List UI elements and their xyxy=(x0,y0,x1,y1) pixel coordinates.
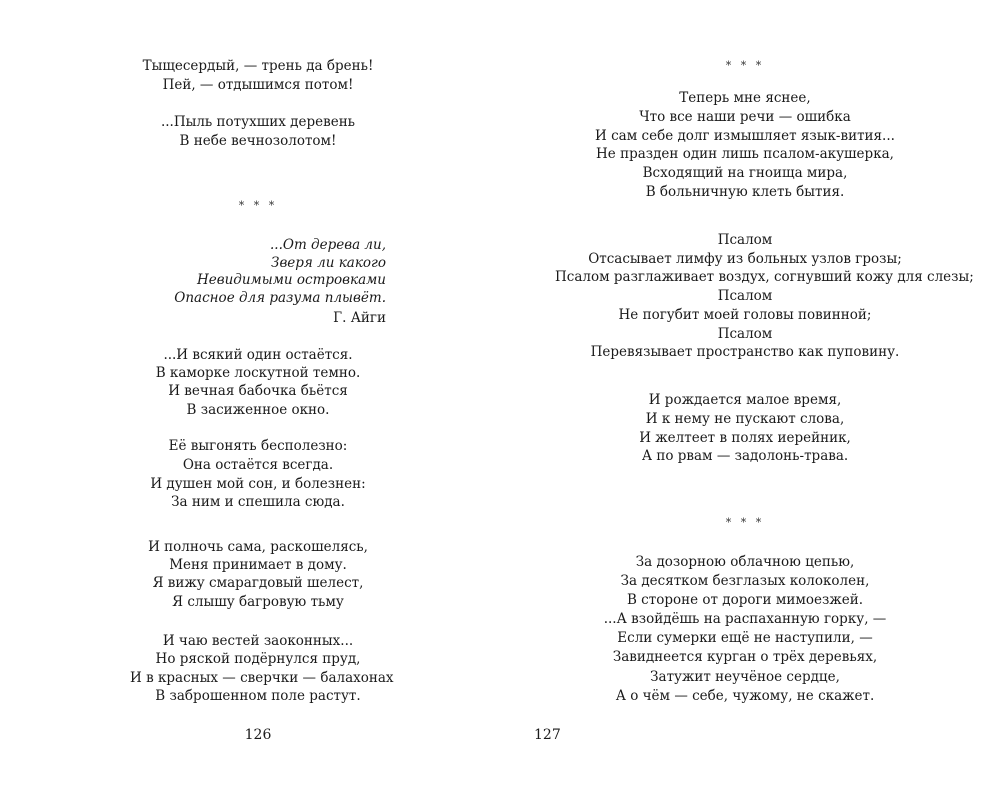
verse-line: В заброшенном поле растут. xyxy=(155,688,361,705)
page-number: 127 xyxy=(534,727,561,743)
epigraph-line: Невидимыми островками xyxy=(196,272,386,288)
verse-line: И душен мой сон, и болезнен: xyxy=(150,475,366,492)
verse-line: Псалом xyxy=(717,288,773,305)
verse-line: В каморке лоскутной темно. xyxy=(155,365,361,382)
verse-line: И желтеет в полях иерейник, xyxy=(639,429,851,446)
verse-line: Не погубит моей головы повинной; xyxy=(618,306,872,323)
stanza xyxy=(555,231,974,362)
stanza xyxy=(130,632,394,706)
verse-line: Псалом xyxy=(717,325,773,342)
verse-line: Теперь мне яснее, xyxy=(679,90,811,106)
verse-line: ...А взойдёшь на распаханную горку, — xyxy=(603,611,887,628)
left-page xyxy=(130,0,394,800)
verse-line: Пей, — отдышимся потом! xyxy=(162,76,354,93)
verse-line: За десятком безглазых колоколен, xyxy=(620,573,870,590)
verse-line: И вечная бабочка бьётся xyxy=(168,383,348,400)
epigraph-line: Зверя ли какого xyxy=(271,254,386,271)
verse-line: Меня принимает в дому. xyxy=(169,557,347,574)
stanza xyxy=(130,57,386,95)
verse-line: Отсасывает лимфу из больных узлов грозы; xyxy=(588,250,902,267)
epigraph xyxy=(130,237,386,307)
verse-line: Тыщесердый, — трень да брень! xyxy=(142,58,374,74)
verse-line: ...И всякий один остаётся. xyxy=(163,347,353,363)
verse-line: Что все наши речи — ошибка xyxy=(639,108,851,125)
stanza xyxy=(130,113,386,151)
verse-line: В больничную клеть бытия. xyxy=(645,183,845,200)
verse-line: Если сумерки ещё не наступили, — xyxy=(617,630,873,647)
verse-line: И рождается малое время, xyxy=(648,392,842,408)
stanza xyxy=(555,391,935,466)
verse-line: И к нему не пускают слова, xyxy=(645,410,845,427)
verse-line: Перевязывает пространство как пуповину. xyxy=(590,344,900,361)
verse-line: А по рвам — задолонь-трава. xyxy=(641,448,849,465)
stanza xyxy=(555,553,935,706)
epigraph-line: ...От дерева ли, xyxy=(270,237,386,253)
stanza xyxy=(130,538,386,611)
verse-line: И чаю вестей заоконных... xyxy=(162,633,354,649)
verse-line: Она остаётся всегда. xyxy=(182,456,334,473)
stanza xyxy=(130,437,386,512)
verse-line: Псалом xyxy=(717,232,773,248)
section-separator: * * * xyxy=(238,199,278,212)
verse-line: Я слышу багровую тьму xyxy=(172,593,344,610)
verse-line: И в красных — сверчки — балахонах xyxy=(130,669,394,686)
stanza xyxy=(555,89,935,202)
verse-line: Завиднеется курган о трёх деревьях, xyxy=(612,649,878,666)
verse-line: И полночь сама, раскошелясь, xyxy=(148,539,368,555)
verse-line: За дозорною облачною цепью, xyxy=(635,554,855,570)
verse-line: ...Пыль потухших деревень xyxy=(160,114,356,130)
verse-line: Всходящий на гноища мира, xyxy=(642,165,848,182)
verse-line: Её выгонять бесполезно: xyxy=(168,438,348,454)
page-number: 126 xyxy=(244,727,272,743)
right-page xyxy=(534,0,974,800)
verse-line: Затужит неучёное сердце, xyxy=(650,668,840,685)
section-separator: * * * xyxy=(725,59,765,72)
verse-line: Я вижу смарагдовый шелест, xyxy=(152,575,364,592)
verse-line: Псалом разглаживает воздух, согнувший кожу для слезы; xyxy=(555,269,974,286)
verse-line: А о чём — себе, чужому, не скажет. xyxy=(615,687,875,704)
verse-line: Не празден один лишь псалом-акушерка, xyxy=(596,146,894,163)
stanza xyxy=(130,346,386,419)
verse-line: Но ряской подёрнулся пруд, xyxy=(155,651,361,668)
verse-line: За ним и спешила сюда. xyxy=(171,494,345,511)
verse-line: В небе вечнозолотом! xyxy=(179,132,337,149)
verse-line: В засиженное окно. xyxy=(186,401,330,418)
verse-line: И сам себе долг измышляет язык-вития... xyxy=(595,127,895,144)
epigraph-line: Опасное для разума плывёт. xyxy=(174,289,386,306)
section-separator: * * * xyxy=(725,516,765,529)
epigraph-author: Г. Айги xyxy=(333,310,386,326)
verse-line: В стороне от дороги мимоезжей. xyxy=(626,592,864,609)
